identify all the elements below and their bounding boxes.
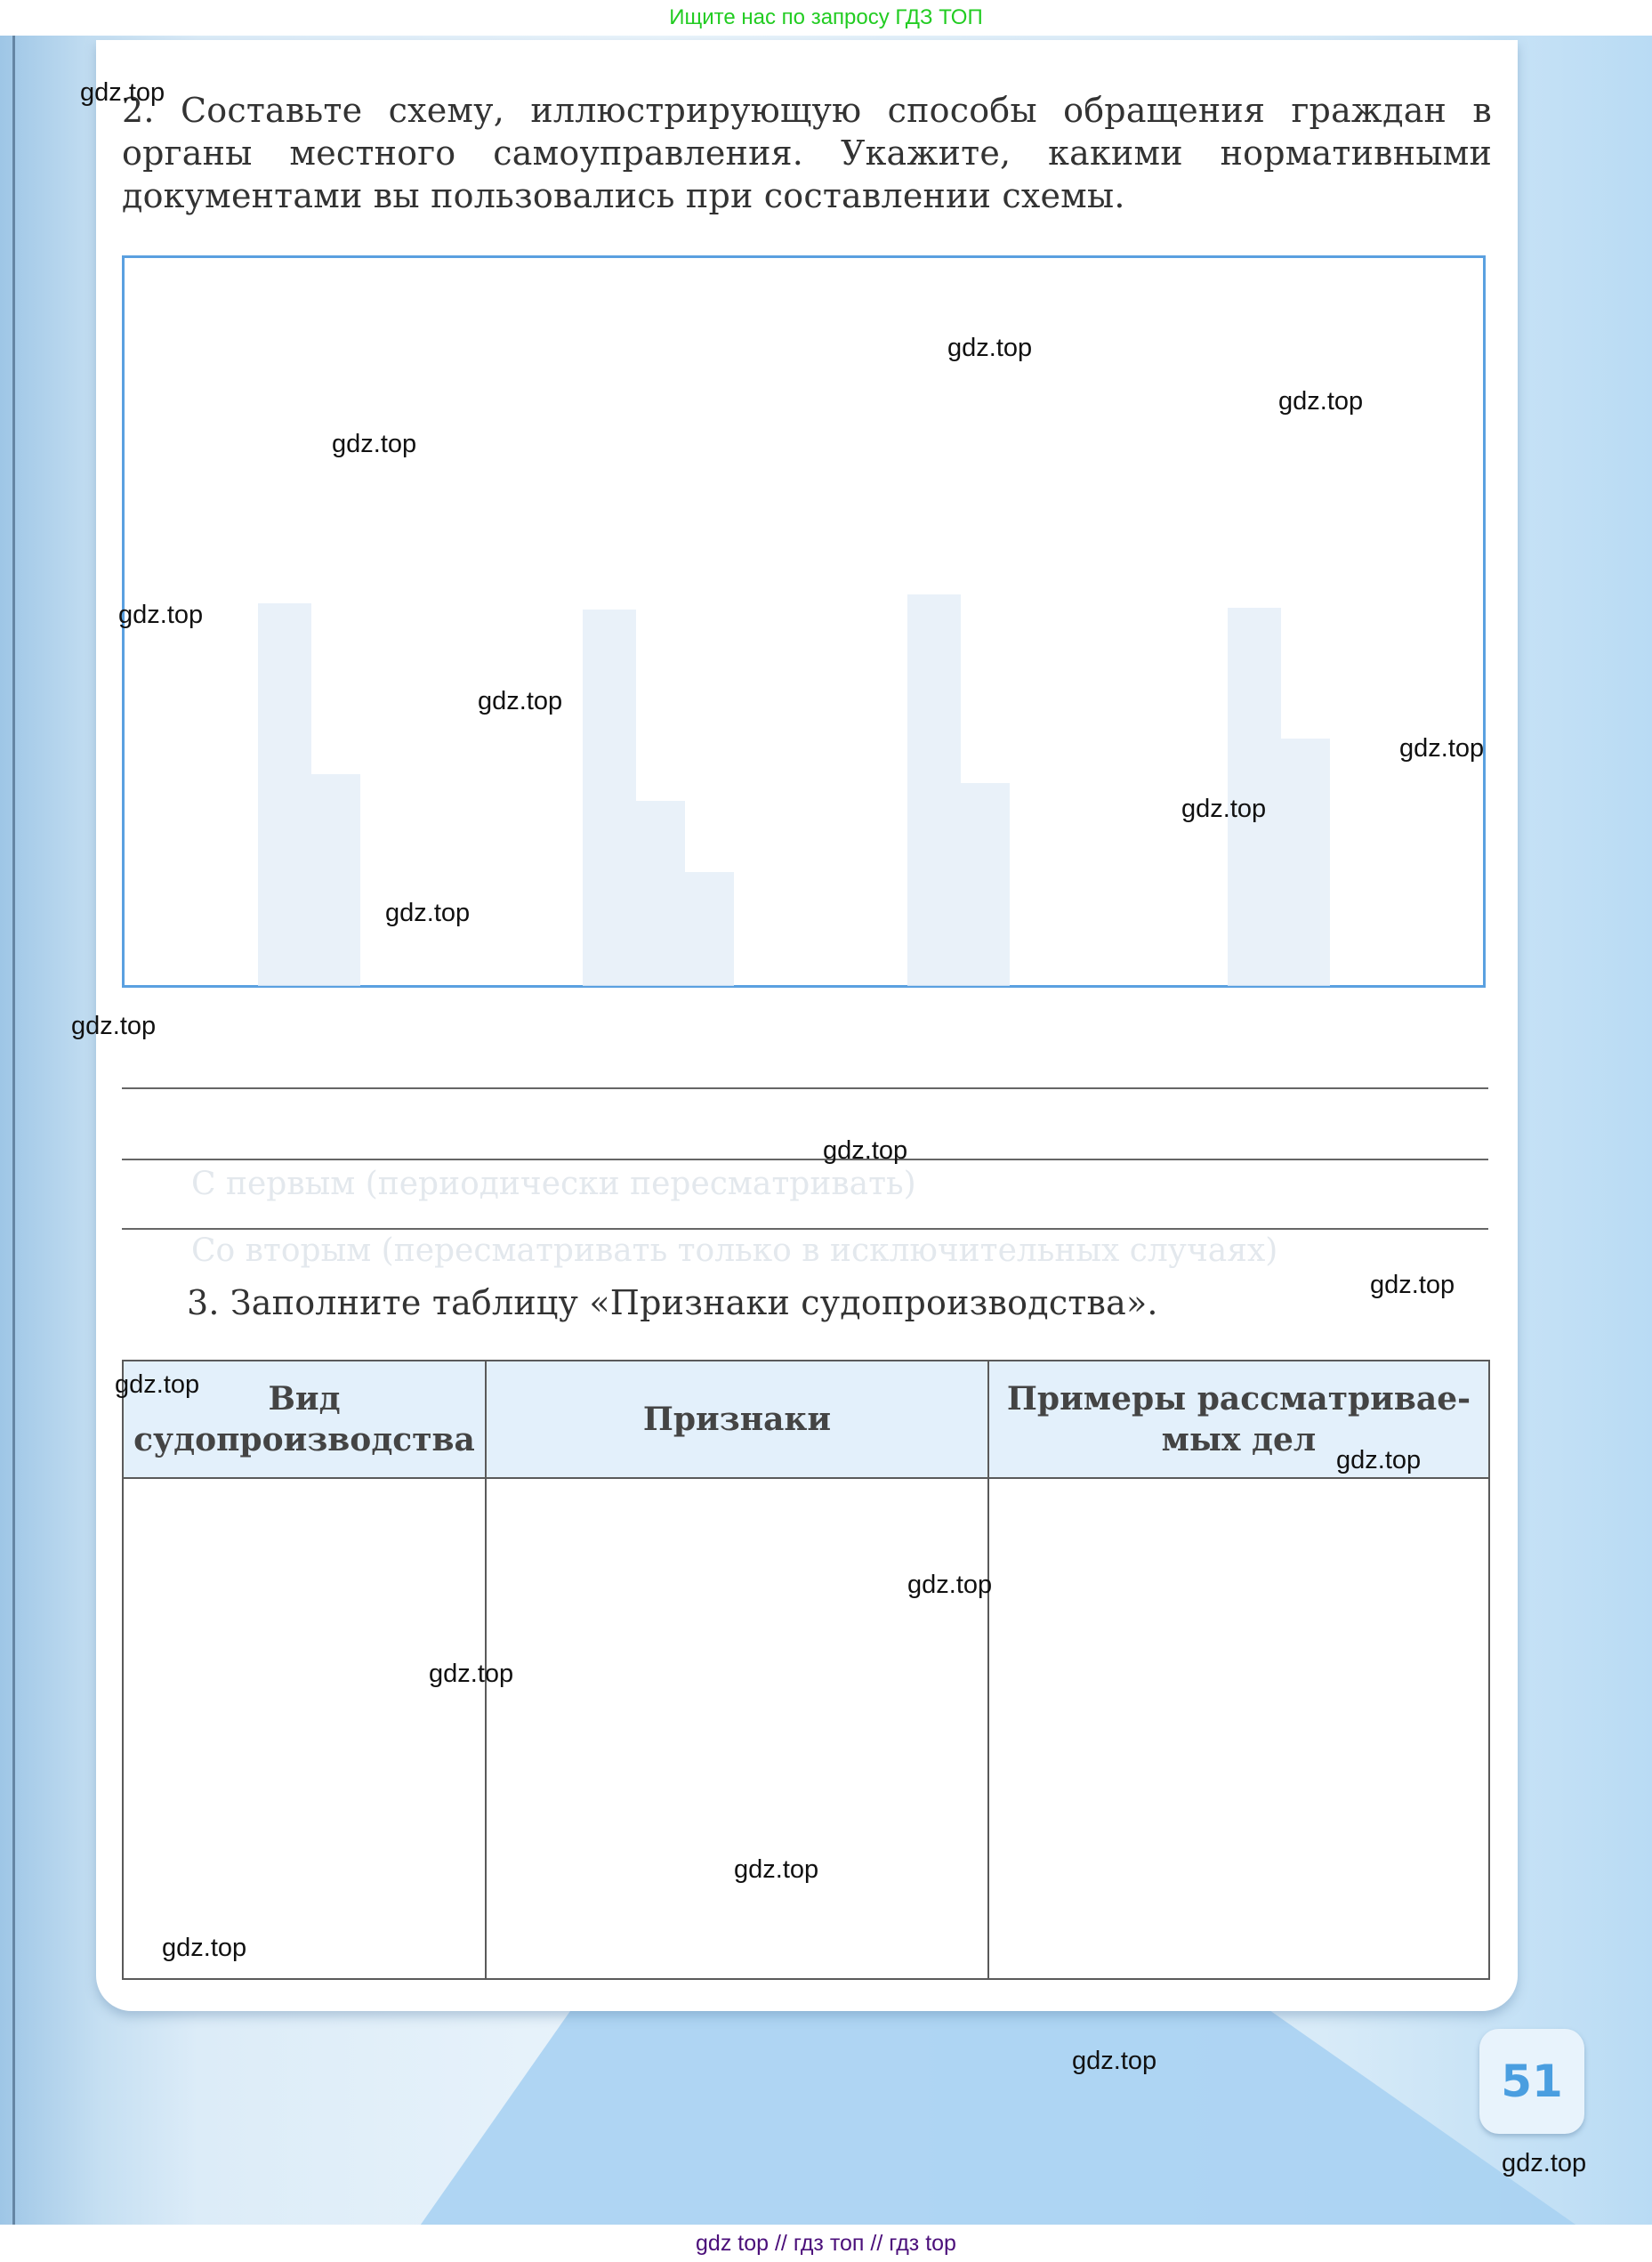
footer-text: gdz top // гдз топ // гдз top (696, 2231, 956, 2256)
book-spine-line (12, 36, 15, 2225)
header-line: Признаки (642, 1401, 832, 1438)
bleed-through-bar (1281, 739, 1330, 986)
watermark: gdz.top (1181, 795, 1267, 823)
watermark: gdz.top (1399, 734, 1485, 763)
cell-proceeding-type[interactable] (123, 1478, 486, 1979)
banner-text: Ищите нас по запросу ГДЗ ТОП (669, 5, 983, 29)
watermark: gdz.top (823, 1136, 908, 1165)
cell-features[interactable] (486, 1478, 988, 1979)
watermark: gdz.top (1502, 2149, 1587, 2177)
cell-case-examples[interactable] (988, 1478, 1489, 1979)
table-row (123, 1478, 1489, 1979)
watermark: gdz.top (115, 1370, 200, 1399)
top-banner (0, 0, 1652, 36)
watermark: gdz.top (118, 601, 204, 629)
watermark: gdz.top (1370, 1271, 1455, 1299)
bleed-through-bar (583, 610, 636, 986)
bleed-through-bar (636, 801, 685, 986)
watermark: gdz.top (71, 1012, 157, 1040)
watermark: gdz.top (907, 1571, 993, 1599)
watermark: gdz.top (734, 1855, 819, 1884)
footer (0, 2225, 1652, 2262)
watermark: gdz.top (1072, 2047, 1157, 2075)
watermark: gdz.top (947, 334, 1033, 362)
bleed-through-bar (685, 872, 734, 986)
answer-line[interactable] (122, 1087, 1488, 1089)
bleed-through-bar (311, 774, 360, 986)
header-line: Вид (268, 1380, 341, 1418)
watermark: gdz.top (478, 687, 563, 715)
page-number-badge: 51 (1479, 2029, 1584, 2134)
header-line: судопроизводства (133, 1421, 475, 1458)
bleed-through-bar (961, 783, 1010, 986)
header-line: мых дел (1161, 1421, 1317, 1458)
watermark: gdz.top (429, 1660, 514, 1688)
answer-line[interactable] (122, 1228, 1488, 1230)
task-2-text: 2. Составьте схему, иллюстрирующую способы обращения граждан в органы местного самоуправления. Укажите, какими нормативными документами вы пользовались при составлении схемы. (122, 91, 1492, 215)
bleed-through-bar (907, 594, 961, 986)
table-header-row (123, 1361, 1489, 1478)
bleed-through-text: Со вторым (пересматривать только в исключительных случаях) (191, 1232, 1278, 1269)
watermark: gdz.top (332, 430, 417, 458)
bleed-through-bar (258, 603, 311, 986)
watermark: gdz.top (80, 78, 165, 107)
watermark: gdz.top (385, 899, 471, 927)
judicial-proceedings-table (122, 1360, 1490, 1980)
answer-line[interactable] (122, 1159, 1488, 1160)
header-line: Примеры рассматривае- (1006, 1380, 1471, 1418)
watermark: gdz.top (1336, 1446, 1422, 1474)
watermark: gdz.top (162, 1934, 247, 1962)
task-3-text: 3. Заполните таблицу «Признаки судопроизводства». (187, 1283, 1158, 1322)
watermark: gdz.top (1278, 387, 1364, 416)
bleed-through-text: С первым (периодически пересматривать) (191, 1166, 916, 1202)
task-2-answer-box[interactable] (122, 255, 1486, 988)
header-features (486, 1361, 988, 1478)
